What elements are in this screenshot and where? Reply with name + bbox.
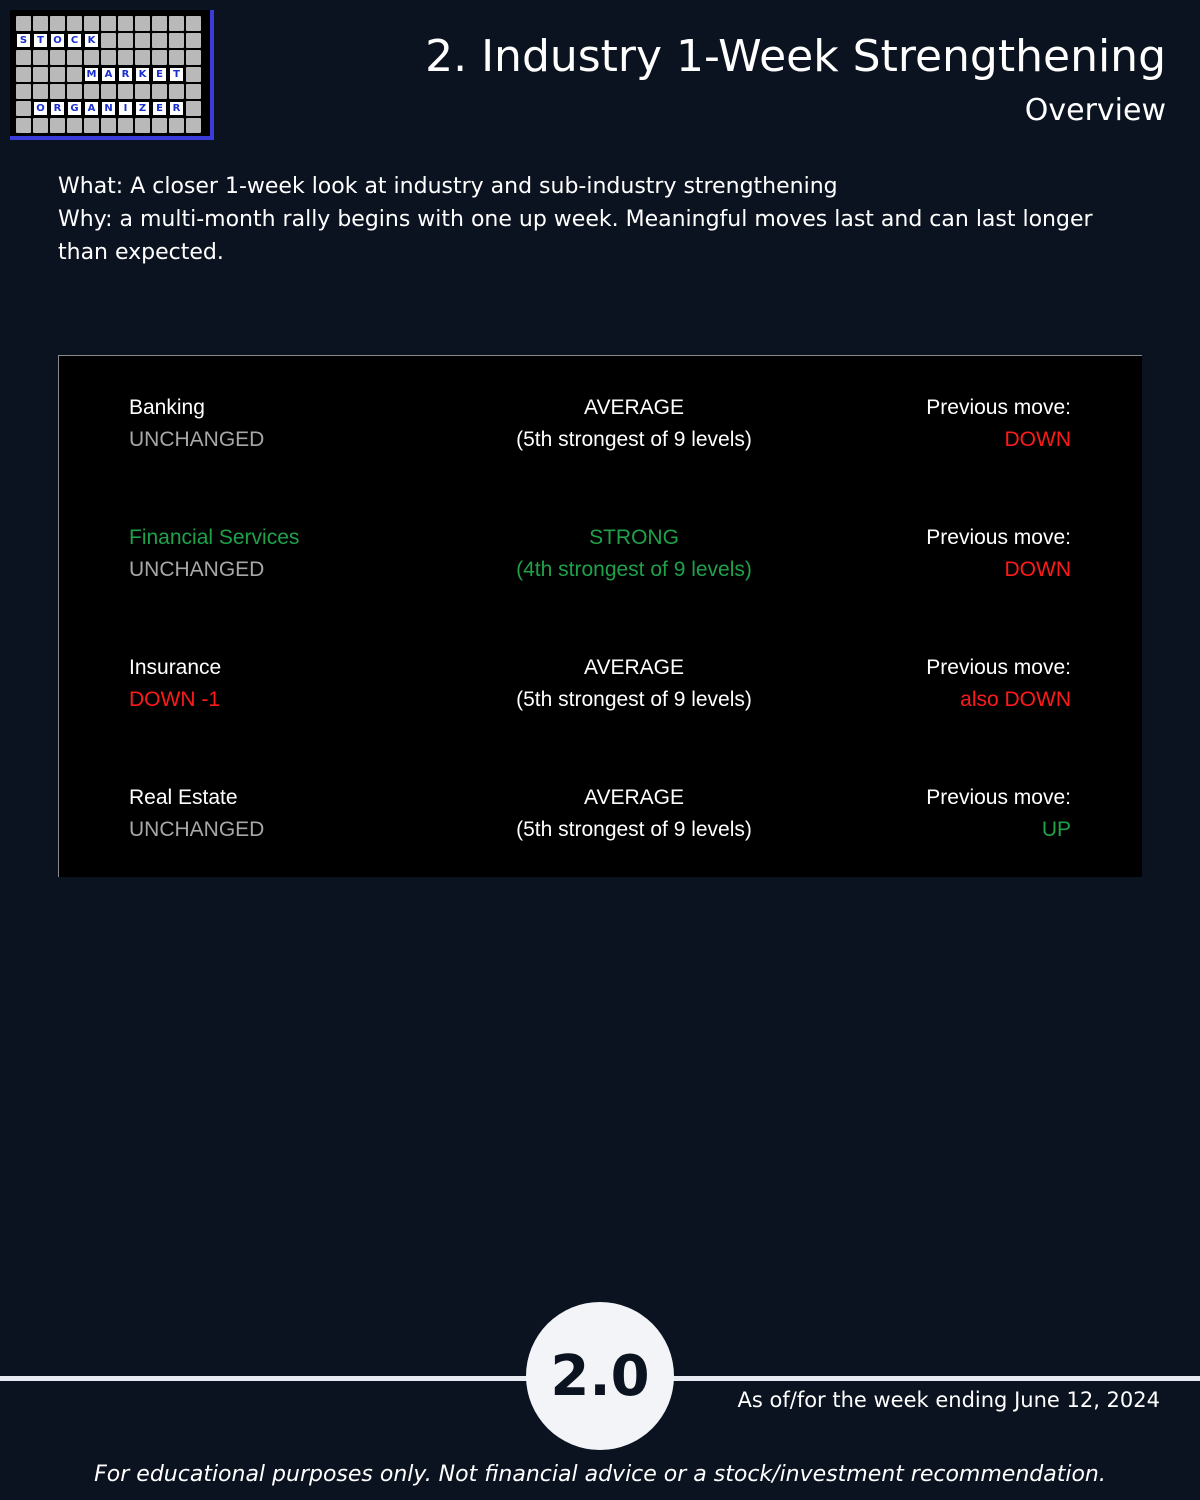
- previous-move-label: Previous move:: [926, 526, 1071, 549]
- industry-strength-panel: [58, 355, 1142, 877]
- previous-move-label: Previous move:: [926, 396, 1071, 419]
- previous-move-cell: [791, 652, 1071, 716]
- intro-what: What: A closer 1-week look at industry and sub-industry strengthening: [58, 174, 838, 199]
- logo-grid-cell: [101, 33, 116, 48]
- logo-letter: A: [84, 101, 99, 116]
- logo-grid-cell: [152, 50, 167, 65]
- logo-grid-cell: [16, 67, 31, 82]
- logo-grid-cell: [16, 101, 31, 116]
- industry-row-insurance: [129, 652, 1071, 722]
- logo-grid-cell: [135, 118, 150, 133]
- logo-grid-cell: [67, 118, 82, 133]
- logo-letter: G: [67, 101, 82, 116]
- logo-letter: T: [169, 67, 184, 82]
- logo-grid-cell: [84, 84, 99, 99]
- strength-level: AVERAGE: [584, 396, 684, 419]
- strength-rank: (5th strongest of 9 levels): [516, 818, 752, 841]
- logo-letter: E: [152, 101, 167, 116]
- strength-rank: (5th strongest of 9 levels): [516, 688, 752, 711]
- industry-change: UNCHANGED: [129, 818, 265, 841]
- logo-letter: Z: [135, 101, 150, 116]
- logo-grid-cell: [186, 101, 201, 116]
- page-subtitle: Overview: [1024, 93, 1166, 128]
- logo-grid-cell: [186, 50, 201, 65]
- strength-level-cell: [459, 652, 809, 716]
- logo-grid-cell: [33, 84, 48, 99]
- industry-name-cell: [129, 782, 449, 846]
- logo-letter: N: [101, 101, 116, 116]
- logo-grid-cell: [152, 118, 167, 133]
- strength-level: AVERAGE: [584, 786, 684, 809]
- disclaimer: For educational purposes only. Not financial advice or a stock/investment recommendation.: [94, 1462, 1106, 1487]
- logo-grid-cell: [118, 33, 133, 48]
- logo-grid-cell: [101, 16, 116, 31]
- logo-grid-cell: [33, 67, 48, 82]
- strength-level-cell: [459, 392, 809, 456]
- logo-grid-cell: [169, 118, 184, 133]
- logo-grid-cell: [135, 50, 150, 65]
- previous-move-cell: [791, 522, 1071, 586]
- logo-grid-cell: [135, 84, 150, 99]
- logo-grid-cell: [33, 16, 48, 31]
- logo-grid-cell: [50, 84, 65, 99]
- logo-grid-cell: [169, 50, 184, 65]
- logo-grid-cell: [118, 84, 133, 99]
- logo-letter: O: [50, 33, 65, 48]
- logo-grid-cell: [16, 84, 31, 99]
- logo-grid-cell: [135, 16, 150, 31]
- logo-letter: R: [118, 67, 133, 82]
- section-number-badge: 2.0: [526, 1302, 674, 1450]
- page-title: 2. Industry 1-Week Strengthening: [425, 31, 1166, 82]
- logo-grid-cell: [169, 84, 184, 99]
- logo-grid-cell: [169, 16, 184, 31]
- logo-grid-cell: [118, 118, 133, 133]
- logo-grid-cell: [84, 16, 99, 31]
- logo-letter: I: [118, 101, 133, 116]
- logo-grid-cell: [67, 50, 82, 65]
- logo-grid-cell: [118, 50, 133, 65]
- logo-grid-cell: [67, 84, 82, 99]
- logo-grid-cell: [186, 33, 201, 48]
- logo-grid-cell: [101, 50, 116, 65]
- previous-move-cell: [791, 392, 1071, 456]
- strength-level-cell: [459, 782, 809, 846]
- intro-text: [58, 170, 1148, 269]
- previous-move-value: UP: [1041, 818, 1071, 841]
- logo-letter: R: [50, 101, 65, 116]
- as-of-date: As of/for the week ending June 12, 2024: [737, 1388, 1160, 1412]
- industry-change: UNCHANGED: [129, 558, 265, 581]
- logo-letter: A: [101, 67, 116, 82]
- strength-rank: (4th strongest of 9 levels): [516, 558, 752, 581]
- logo-letter: E: [152, 67, 167, 82]
- previous-move-label: Previous move:: [926, 656, 1071, 679]
- logo-letter: C: [67, 33, 82, 48]
- logo-grid-cell: [50, 50, 65, 65]
- logo-grid-cell: [84, 118, 99, 133]
- logo-grid-cell: [152, 33, 167, 48]
- logo-grid-cell: [33, 118, 48, 133]
- logo-grid-cell: [186, 67, 201, 82]
- industry-name: Financial Services: [129, 526, 300, 549]
- industry-change: DOWN -1: [129, 688, 220, 711]
- logo-letter: M: [84, 67, 99, 82]
- logo-grid-cell: [16, 16, 31, 31]
- previous-move-value: DOWN: [1004, 428, 1071, 451]
- previous-move-label: Previous move:: [926, 786, 1071, 809]
- logo-word-market: [84, 67, 184, 82]
- logo-grid-cell: [152, 84, 167, 99]
- logo-letter: O: [33, 101, 48, 116]
- logo-grid-cell: [16, 50, 31, 65]
- logo-grid-cell: [186, 118, 201, 133]
- logo-letter: K: [84, 33, 99, 48]
- logo-letter: T: [33, 33, 48, 48]
- logo-grid-cell: [169, 33, 184, 48]
- logo-grid-cell: [186, 84, 201, 99]
- logo-grid-cell: [135, 33, 150, 48]
- industry-name: Banking: [129, 396, 205, 419]
- industry-change: UNCHANGED: [129, 428, 265, 451]
- logo-letter: K: [135, 67, 150, 82]
- logo-grid-cell: [33, 50, 48, 65]
- logo-grid-cell: [67, 67, 82, 82]
- intro-why: Why: a multi-month rally begins with one up week. Meaningful moves last and can last longer than expected.: [58, 207, 1093, 265]
- logo-grid-cell: [50, 16, 65, 31]
- strength-level-cell: [459, 522, 809, 586]
- strength-rank: (5th strongest of 9 levels): [516, 428, 752, 451]
- stock-market-organizer-logo: [10, 10, 214, 140]
- industry-row-banking: [129, 392, 1071, 462]
- logo-word-stock: [16, 33, 99, 48]
- previous-move-value: also DOWN: [960, 688, 1071, 711]
- logo-grid-cell: [101, 118, 116, 133]
- industry-name-cell: [129, 392, 449, 456]
- logo-grid-cell: [84, 50, 99, 65]
- industry-row-real-estate: [129, 782, 1071, 852]
- logo-letter: R: [169, 101, 184, 116]
- logo-grid-cell: [101, 84, 116, 99]
- industry-name: Insurance: [129, 656, 222, 679]
- industry-name: Real Estate: [129, 786, 238, 809]
- previous-move-value: DOWN: [1004, 558, 1071, 581]
- logo-grid-cell: [50, 118, 65, 133]
- industry-name-cell: [129, 652, 449, 716]
- strength-level: AVERAGE: [584, 656, 684, 679]
- logo-word-organizer: [33, 101, 184, 116]
- logo-grid-cell: [50, 67, 65, 82]
- previous-move-cell: [791, 782, 1071, 846]
- logo-grid-cell: [16, 118, 31, 133]
- logo-grid-cell: [118, 16, 133, 31]
- logo-grid-cell: [186, 16, 201, 31]
- logo-grid-cell: [67, 16, 82, 31]
- strength-level: STRONG: [589, 526, 679, 549]
- logo-grid-cell: [152, 16, 167, 31]
- logo-letter: S: [16, 33, 31, 48]
- industry-name-cell: [129, 522, 449, 586]
- industry-row-financial-services: [129, 522, 1071, 592]
